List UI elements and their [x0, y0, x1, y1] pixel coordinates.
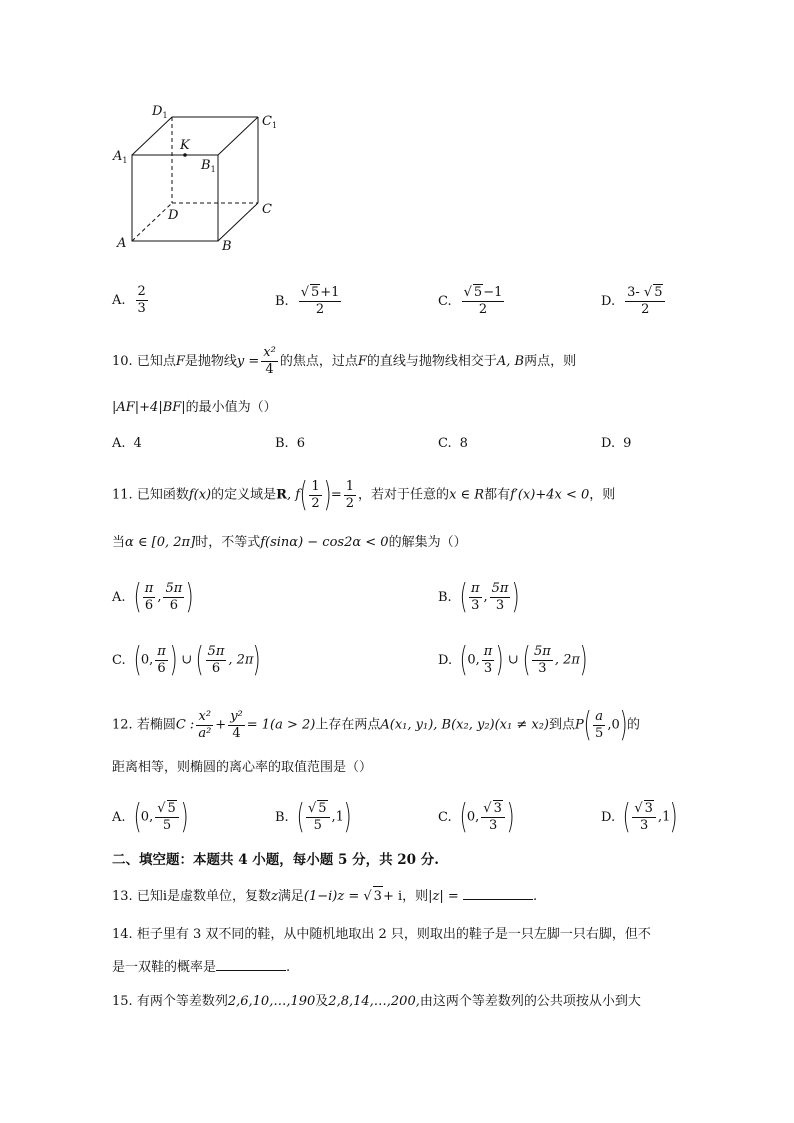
q11-stem-line2: 当α ∈ [0, 2π]时，不等式f(sinα) − cos2α < 0的解集为（） — [112, 535, 467, 550]
q14-stem: 14. 柜子里有 3 双不同的鞋，从中随机地取出 2 只，则取出的鞋子是一只左脚一只右脚，但不 — [112, 927, 651, 942]
label-d: D — [168, 208, 179, 223]
q12-option-d: D. ( $\frac{√ 3}{3}$ ,1) — [601, 797, 678, 837]
label-a1: $A_1$ — [113, 149, 128, 165]
q14-answer-blank[interactable] — [216, 956, 286, 971]
q10-stem: 10. 已知点F是抛物线y = $\frac{\text{x²}}{4}$ 的焦点，过点F的直线与抛物线相交于A, B两点，则 — [112, 345, 577, 377]
cube-figure — [100, 95, 300, 260]
q15-stem: 15. 有两个等差数列2,6,10,…,190及2,8,14,…,200,由这两个等差数列的公共项按从小到大 — [112, 994, 641, 1009]
q11-option-b: B. ( $\frac{\pi}{3}$ , $\frac{5\pi}{3}$ ) — [438, 577, 521, 617]
q9-option-c: C. $\frac{√ 5-1}{2}$ — [438, 285, 503, 317]
label-b: B — [222, 239, 232, 254]
q12-stem: 12. 若椭圆C : $\frac{\text{x²}}{\text{a²}}$ + $\frac{\text{y²}}{4}$ = 1(a > 2)上存在两点A(x₁, y₁), B(x₂, y₂)(x₁ ≠ x₂)到点P( $\frac{a}{5}$ ,0)的 — [112, 705, 640, 745]
point-k — [183, 153, 187, 157]
label-b1: $B_1$ — [201, 158, 216, 174]
label-c1: $C_1$ — [262, 114, 278, 130]
q12-stem-line2: 距离相等，则椭圆的离心率的取值范围是（） — [112, 760, 373, 775]
label-c: C — [262, 202, 272, 217]
q11-option-d: D. (0, $\frac{\pi}{3}$ ) ∪ ( $\frac{5\pi}{3}$ , 2π) — [438, 640, 588, 680]
q12-option-b: B. ( $\frac{√ 5}{5}$ ,1) — [275, 797, 352, 837]
q10-option-b: B. 6 — [275, 436, 305, 451]
q13-answer-blank[interactable] — [463, 885, 533, 900]
q10-option-d: D. 9 — [601, 436, 632, 451]
label-k: K — [180, 138, 190, 153]
q9-option-d: D. $\frac{3- √ 5}{2}$ — [601, 284, 667, 318]
q10-option-c: C. 8 — [438, 436, 468, 451]
q12-option-c: C. (0, $\frac{√ 3}{3}$ ) — [438, 797, 515, 837]
q10-stem-line2: |AF|+4|BF|的最小值为（） — [112, 400, 277, 415]
q14-stem-line2: 是一双鞋的概率是 . — [112, 956, 290, 978]
label-d1: $D_1$ — [152, 104, 168, 120]
label-a: A — [117, 236, 127, 251]
q9-option-a: A. $\frac{2}{3}$ — [112, 284, 146, 316]
q13-stem: 13. 已知i是虚数单位，复数z满足(1−i)z = √ 3+ i，则|z| = . — [112, 885, 537, 907]
q11-option-a: A. ( $\frac{\pi}{6}$ , $\frac{5\pi}{6}$ ) — [112, 577, 194, 617]
q12-option-a: A. (0, $\frac{√ 5}{5}$ ) — [112, 797, 189, 837]
q9-option-b: B. $\frac{√ 5+1}{2}$ — [275, 285, 340, 317]
section-title: 二、填空题：本题共 4 小题，每小题 5 分，共 20 分. — [112, 852, 439, 868]
q11-stem: 11. 已知函数f(x)的定义域是R, f( $\frac{1}{2}$ )= $\frac{1}{2}$ ，若对于任意的x ∈ R都有f′(x)+4x < 0，则 — [112, 475, 616, 515]
q10-option-a: A. 4 — [112, 436, 142, 451]
q11-option-c: C. (0, $\frac{\pi}{6}$ ) ∪ ( $\frac{5\pi}{6}$ , 2π) — [112, 640, 262, 680]
